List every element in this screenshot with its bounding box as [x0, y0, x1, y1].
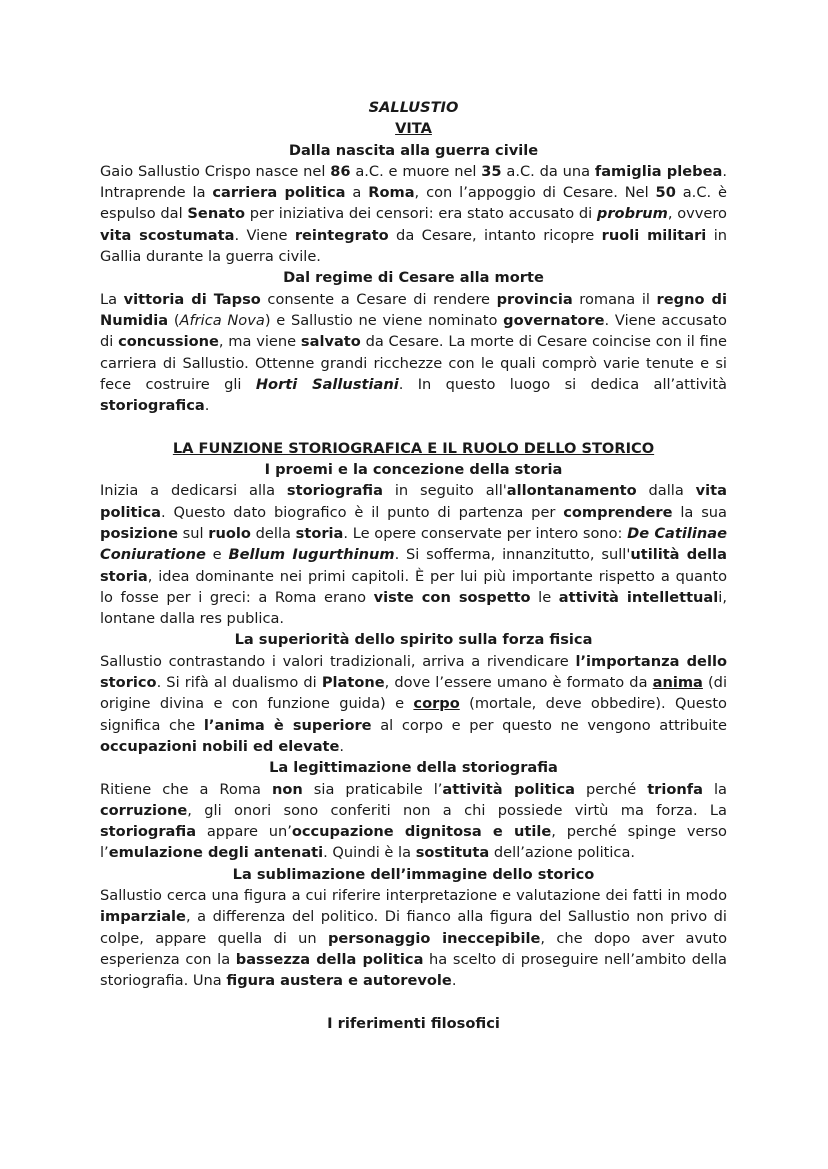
spacer	[100, 416, 727, 437]
heading-legittimazione: La legittimazione della storiografia	[269, 759, 558, 777]
heading-proemi: I proemi e la concezione della storia	[264, 461, 563, 479]
heading-riferimenti: I riferimenti filosofici	[327, 1014, 500, 1032]
heading-sublimazione: La sublimazione dell’immagine dello storico	[232, 865, 595, 883]
paragraph-legittimazione: Ritiene che a Roma non sia praticabile l’attività politica perché trionfa la corruzione, gli onori sono conferiti non a chi possiede virtù ma forza. La storiografia appare un’occupazione dignitosa e utile, perché spinge verso l’emulazione degli antenati. Quindi è la sostituta dell’azione politica.	[100, 780, 727, 862]
paragraph-nascita: Gaio Sallustio Crispo nasce nel 86 a.C. e muore nel 35 a.C. da una famiglia plebea. Intraprende la carriera politica a Roma, con l’appoggio di Cesare. Nel 50 a.C. è espulso dal Senato per iniziativa dei censori: era stato accusato di probrum, ovvero vita scostumata. Viene reintegrato da Cesare, intanto ricopre ruoli militari in Gallia durante la guerra civile.	[100, 162, 728, 266]
spacer	[100, 991, 727, 1012]
section-title-vita: VITA	[395, 120, 432, 138]
paragraph-sublimazione: Sallustio cerca una figura a cui riferire interpretazione e valutazione dei fatti in modo imparziale, a differenza del politico. Di fianco alla figura del Sallustio non privo di colpe, appare quella di un personaggio ineccepibile, che dopo aver avuto esperienza con la bassezza della politica ha scelto di proseguire nell’ambito della storiografia. Una figura austera e autorevole.	[100, 886, 728, 990]
section-title-funzione: LA FUNZIONE STORIOGRAFICA E IL RUOLO DELLO STORICO	[172, 439, 655, 457]
heading-regime: Dal regime di Cesare alla morte	[283, 269, 544, 287]
paragraph-superiorita: Sallustio contrastando i valori tradizionali, arriva a rivendicare l’importanza dello storico. Si rifà al dualismo di Platone, dove l’essere umano è formato da anima (di origine divina e con funzione guida) e corpo (mortale, deve obbedire). Questo significa che l’anima è superiore al corpo e per questo ne vengono attribuite occupazioni nobili ed elevate.	[100, 652, 728, 755]
document-page	[100, 97, 727, 1034]
paragraph-proemi: Inizia a dedicarsi alla storiografia in seguito all'allontanamento dalla vita politica. Questo dato biografico è il punto di partenza per comprendere la sua posizione sul ruolo della storia. Le opere conservate per intero sono: De Catilinae Coniuratione e Bellum Iugurthinum. Si sofferma, innanzitutto, sull'utilità della storia, idea dominante nei primi capitoli. È per lui più importante rispetto a quanto lo fosse per i greci: a Roma erano viste con sospetto le attività intellettuali, lontane dalla res publica.	[100, 482, 728, 628]
document-title: SALLUSTIO	[368, 99, 459, 116]
heading-nascita: Dalla nascita alla guerra civile	[288, 141, 539, 159]
paragraph-regime: La vittoria di Tapso consente a Cesare di rendere provincia romana il regno di Numidia (Africa Nova) e Sallustio ne viene nominato governatore. Viene accusato di concussione, ma viene salvato da Cesare. La morte di Cesare coincise con il fine carriera di Sallustio. Ottenne grandi ricchezze con le quali comprò varie tenute e si fece costruire gli Horti Sallustiani. In questo luogo si dedica all’attività storiografica.	[100, 290, 727, 415]
heading-superiorita: La superiorità dello spirito sulla forza fisica	[234, 631, 593, 649]
